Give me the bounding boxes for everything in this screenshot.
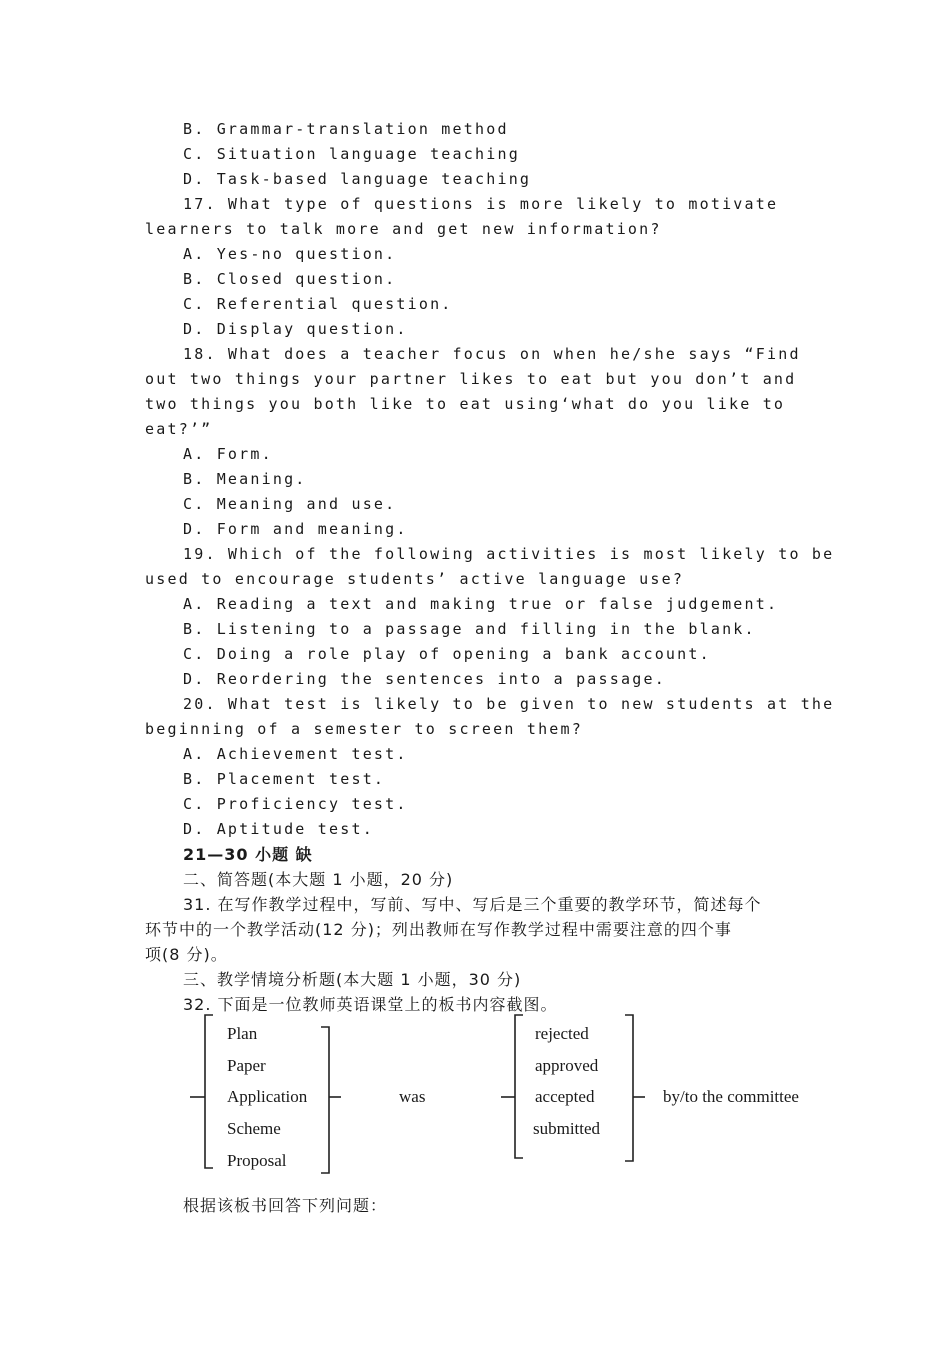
right-bracket-open [515,1015,523,1158]
tail-by-committee: by/to the committee [663,1087,799,1106]
q18-stem-line3: two things you both like to eat using‘what do you like to [145,395,786,413]
q20-option-c: C. Proficiency test. [183,795,408,813]
q17-option-b: B. Closed question. [183,270,397,288]
q20-option-b: B. Placement test. [183,770,386,788]
q19-option-c: C. Doing a role play of opening a bank account. [183,645,711,663]
q17-option-a: A. Yes-no question. [183,245,397,263]
participle-approved: approved [535,1056,599,1075]
q18-stem-line4: eat?’” [145,420,213,438]
q19-option-b: B. Listening to a passage and filling in the blank. [183,620,756,638]
q32-prompt: 根据该板书回答下列问题： [183,1196,388,1215]
subject-paper: Paper [227,1056,266,1075]
q31-stem-line3: 项(8 分)。 [145,945,228,964]
participle-accepted: accepted [535,1087,595,1106]
section2-title: 二、简答题(本大题 1 小题，20 分) [183,870,454,889]
q20-stem-line2: beginning of a semester to screen them? [145,720,583,738]
q20-option-d: D. Aptitude test. [183,820,374,838]
missing-questions-note: 21—30 小题 缺 [183,845,313,864]
section3-title: 三、教学情境分析题(本大题 1 小题，30 分) [183,970,522,989]
left-bracket-close [321,1027,329,1173]
subject-application: Application [227,1087,308,1106]
q18-stem-line1: 18. What does a teacher focus on when he/she says “Find [183,345,801,363]
blackboard-diagram [185,1013,825,1178]
q19-option-a: A. Reading a text and making true or false judgement. [183,595,779,613]
q17-option-c: C. Referential question. [183,295,453,313]
subject-scheme: Scheme [227,1119,281,1138]
q16-option-d: D. Task-based language teaching [183,170,532,188]
participle-rejected: rejected [535,1024,589,1043]
q17-stem-line2: learners to talk more and get new information? [145,220,662,238]
q17-option-d: D. Display question. [183,320,408,338]
q18-stem-line2: out two things your partner likes to eat but you don’t and [145,370,797,388]
q18-option-c: C. Meaning and use. [183,495,397,513]
q31-stem-line2: 环节中的一个教学活动(12 分)；列出教师在写作教学过程中需要注意的四个事 [145,920,732,939]
q18-option-a: A. Form. [183,445,273,463]
q16-option-c: C. Situation language teaching [183,145,520,163]
q20-stem-line1: 20. What test is likely to be given to new students at the [183,695,835,713]
q17-stem-line1: 17. What type of questions is more likely to motivate [183,195,779,213]
q19-stem-line1: 19. Which of the following activities is most likely to be [183,545,835,563]
q32-intro: 32. 下面是一位教师英语课堂上的板书内容截图。 [183,995,558,1014]
participle-submitted: submitted [533,1119,601,1138]
q20-option-a: A. Achievement test. [183,745,408,763]
q18-option-b: B. Meaning. [183,470,307,488]
right-bracket-close [625,1015,633,1161]
subject-proposal: Proposal [227,1151,287,1170]
q18-option-d: D. Form and meaning. [183,520,408,538]
verb-was: was [399,1087,426,1106]
q16-option-b: B. Grammar-translation method [183,120,509,138]
subject-plan: Plan [227,1024,258,1043]
q19-stem-line2: used to encourage students’ active language use? [145,570,685,588]
q19-option-d: D. Reordering the sentences into a passage. [183,670,666,688]
q31-stem-line1: 31. 在写作教学过程中，写前、写中、写后是三个重要的教学环节，简述每个 [183,895,762,914]
left-bracket-open [205,1015,213,1168]
